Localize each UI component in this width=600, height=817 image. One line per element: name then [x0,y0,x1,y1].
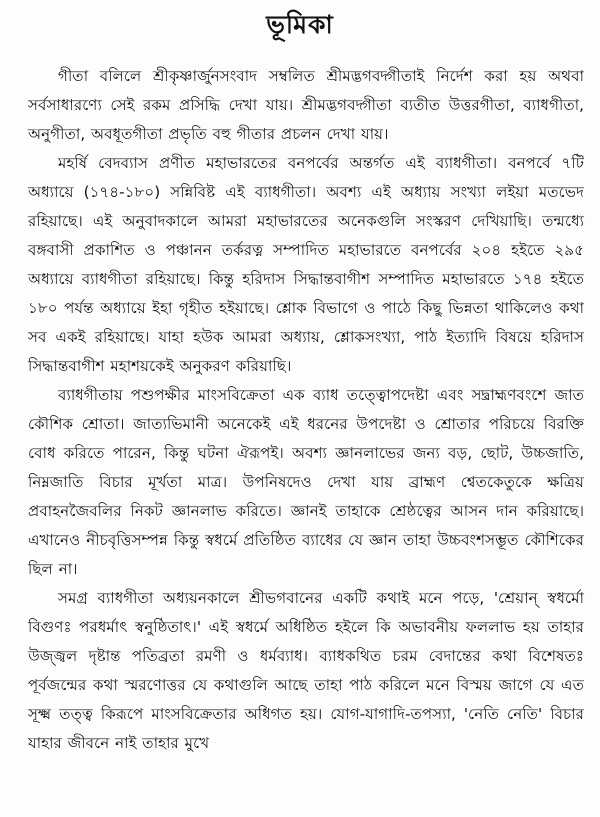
paragraph-text: গীতা বলিলে শ্রীকৃষ্ণার্জুনসংবাদ সম্বলিত শ্রীমদ্ভগবদ্গীতাই নির্দেশ করা হয় অথবা সর্বসাধারণ্যে সেই রকম প্রসিদ্ধি দেখা যায়। শ্রীমদ্ভগবদ্গীতা ব্যতীত উত্তরগীতা, ব্যাধগীতা, অনুগীতা, অবধূতগীতা প্রভৃতি বহু গীতার প্রচলন দেখা যায়। [28,67,584,143]
body-text [28,62,584,758]
paragraph [28,381,584,584]
paragraph-text: সমগ্র ব্যাধগীতা অধ্যয়নকালে শ্রীভগবানের একটি কথাই মনে পড়ে, 'শ্রেয়ান্ স্বধর্মো বিগুণঃ পরধর্মাৎ স্বনুষ্ঠিতাৎ।' এই স্বধর্মে অধিষ্ঠিত হইলে কি অভাবনীয় ফললাভ হয় তাহার উজ্জ্বল দৃষ্টান্ত পতিব্রতা রমণী ও ধর্মব্যাধ। ব্যাধকথিত চরম বেদান্তের কথা বিশেষতঃ পূর্বজন্মের কথা স্মরণোত্তর যে কথাগুলি আছে তাহা পাঠ করিলে মনে বিস্ময় জাগে যে এত সূক্ষ্ম তত্ত্ব কিরূপে মাংসবিক্রেতার অধিগত হয়। যোগ-যাগাদি-তপস্যা, 'নেতি নেতি' বিচার যাহার জীবনে নাই তাহার মুখে [28,589,584,752]
paragraph [28,149,584,381]
paragraph [28,62,584,149]
page-title: ভূমিকা [266,10,334,39]
paragraph-text: মহর্ষি বেদব্যাস প্রণীত মহাভারতের বনপর্বের অন্তর্গত এই ব্যাধগীতা। বনপর্বে ৭টি অধ্যায়ে (১৭৪-১৮০) সন্নিবিষ্ট এই ব্যাধগীতা। অবশ্য এই অধ্যায় সংখ্যা লইয়া মতভেদ রহিয়াছে। এই অনুবাদকালে আমরা মহাভারতের অনেকগুলি সংস্করণ দেখিয়াছি। তন্মধ্যে বঙ্গবাসী প্রকাশিত ও পঞ্চানন তর্করত্ন সম্পাদিত মহাভারতে বনপর্বের ২০৪ হইতে ২৯৫ অধ্যায়ে ব্যাধগীতা রহিয়াছে। কিন্তু হরিদাস সিদ্ধান্তবাগীশ সম্পাদিত মহাভারতে ১৭৪ হইতে ১৮০ পর্যন্ত অধ্যায়ে ইহা গৃহীত হইয়াছে। শ্লোক বিভাগে ও পাঠে কিছু ভিন্নতা থাকিলেও কথা সব একই রহিয়াছে। যাহা হউক আমরা অধ্যায়, শ্লোকসংখ্যা, পাঠ ইত্যাদি বিষয়ে হরিদাস সিদ্ধান্তবাগীশ মহাশয়কেই অনুকরণ করিয়াছি। [28,154,584,375]
paragraph [28,584,584,758]
paragraph-text: ব্যাধগীতায় পশুপক্ষীর মাংসবিক্রেতা এক ব্যাধ তত্ত্বোপদেষ্টা এবং সদ্ব্রাহ্মণবংশে জাত কৌশিক শ্রোতা। জাত্যভিমানী অনেকেই এই ধরনের উপদেষ্টা ও শ্রোতার পরিচয়ে বিরক্তি বোধ করিতে পারেন, কিন্তু ঘটনা ঐরূপই। অবশ্য জ্ঞানলাভের জন্য বড়, ছোট, উচ্চজাতি, নিম্নজাতি বিচার মূর্খতা মাত্র। উপনিষদেও দেখা যায় ব্রাহ্মণ শ্বেতকেতুকে ক্ষত্রিয় প্রবাহনজৈবলির নিকট জ্ঞানলাভ করিতে। জ্ঞানই তাহাকে শ্রেষ্ঠত্বের আসন দান করিয়াছে। এখানেও নীচবৃত্তিসম্পন্ন কিন্তু স্বধর্মে প্রতিষ্ঠিত ব্যাধের যে জ্ঞান তাহা উচ্চবংশসম্ভূত কৌশিকের ছিল না। [28,386,584,578]
